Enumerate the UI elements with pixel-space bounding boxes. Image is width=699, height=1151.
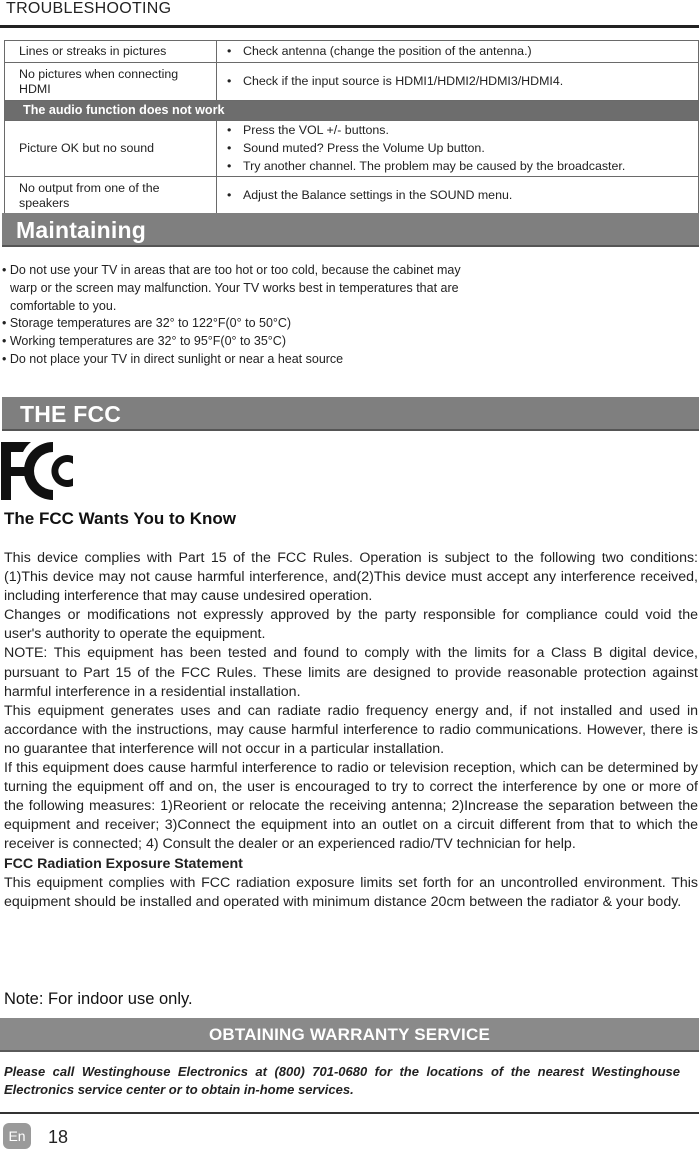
symptom-cell: No output from one of the speakers [5,177,217,215]
fcc-subheading: The FCC Wants You to Know [4,509,236,528]
solution-cell [217,63,699,101]
symptom-cell: Lines or streaks in pictures [5,41,217,63]
paragraph: This equipment generates uses and can radiate radio frequency energy and, if not installed and used in accordance with the instructions, may cause harmful interference to radio communications. However, there is no guarantee that interference will not occur in a particular installation. [4,702,698,757]
solution-item: • Adjust the Balance settings in the SOUND menu. [225,188,690,203]
list-item: • Working temperatures are 32° to 95°F(0° to 35°C) [2,334,286,349]
maintaining-heading: Maintaining [2,213,699,247]
troubleshooting-table [4,40,699,215]
fcc-logo-icon [1,440,87,507]
page-section-title: TROUBLESHOOTING [6,0,172,17]
paragraph: Changes or modifications not expressly approved by the party responsible for compliance could void the user's authority to operate the equipment. [4,607,698,643]
language-badge: En [3,1123,31,1149]
indoor-note: Note: For indoor use only. [4,990,193,1008]
solution-item: • Try another channel. The problem may be caused by the broadcaster. [225,159,690,174]
list-item: • Storage temperatures are 32° to 122°F(0° to 50°C) [2,316,292,331]
paragraph: This equipment complies with FCC radiation exposure limits set forth for an uncontrolled environment. This equipment should be installed and operated with minimum distance 20cm between the radiator & your body. [4,874,698,910]
fcc-heading: THE FCC [2,397,699,431]
solution-cell [217,121,699,177]
paragraph: If this equipment does cause harmful interference to radio or television reception, which can be determined by turning the equipment off and on, the user is encouraged to try to correct the interference by one or more of the following measures: 1)Reorient or relocate the receiving antenna; 2)Increase the separation between the equipment and receiver; 3)Connect the equipment into an outlet on a circuit different from that to which the receiver is connected; 4) Consult the dealer or an experienced radio/TV technician for help. [4,760,698,853]
solution-item: • Sound muted? Press the Volume Up button. [225,141,690,156]
list-item-continued: comfortable to you. [10,298,117,313]
paragraph: NOTE: This equipment has been tested and found to comply with the limits for a Class B digital device, pursuant to Part 15 of the FCC Rules. These limits are designed to provide reasonable protection against harmful interference in a residential installation. [4,645,698,700]
table-row [5,41,699,63]
table-row [5,63,699,101]
list-item-continued: warp or the screen may malfunction. Your TV works best in temperatures that are [10,280,459,295]
symptom-cell: No pictures when connecting HDMI [5,63,217,101]
solution-cell [217,41,699,63]
list-item: • Do not place your TV in direct sunlight or near a heat source [2,351,344,366]
header-divider [0,25,699,28]
solution-item: • Check antenna (change the position of the antenna.) [225,44,690,59]
paragraph: This device complies with Part 15 of the FCC Rules. Operation is subject to the following two conditions: (1)This device may not cause harmful interference, and(2)This device must accept any interference received, including interference that may cause undesired operation. [4,550,698,605]
solution-cell [217,177,699,215]
warranty-text: Please call Westinghouse Electronics at (800) 701-0680 for the locations of the nearest Westinghouse Electronics service center or to obtain in-home services. [4,1064,680,1097]
warranty-heading: OBTAINING WARRANTY SERVICE [0,1018,699,1052]
page-number: 18 [48,1127,69,1147]
list-item: • Do not use your TV in areas that are too hot or too cold, because the cabinet may [2,263,461,277]
radiation-heading: FCC Radiation Exposure Statement [4,855,243,872]
table-section-row [5,101,699,121]
table-row [5,177,699,215]
symptom-cell: Picture OK but no sound [5,121,217,177]
solution-item: • Check if the input source is HDMI1/HDMI2/HDMI3/HDMI4. [225,74,690,89]
section-heading: The audio function does not work [5,101,699,121]
footer-divider [0,1112,699,1114]
solution-item: • Press the VOL +/- buttons. [225,123,690,138]
fcc-body [4,549,698,912]
maintaining-list [2,262,562,369]
table-row [5,121,699,177]
